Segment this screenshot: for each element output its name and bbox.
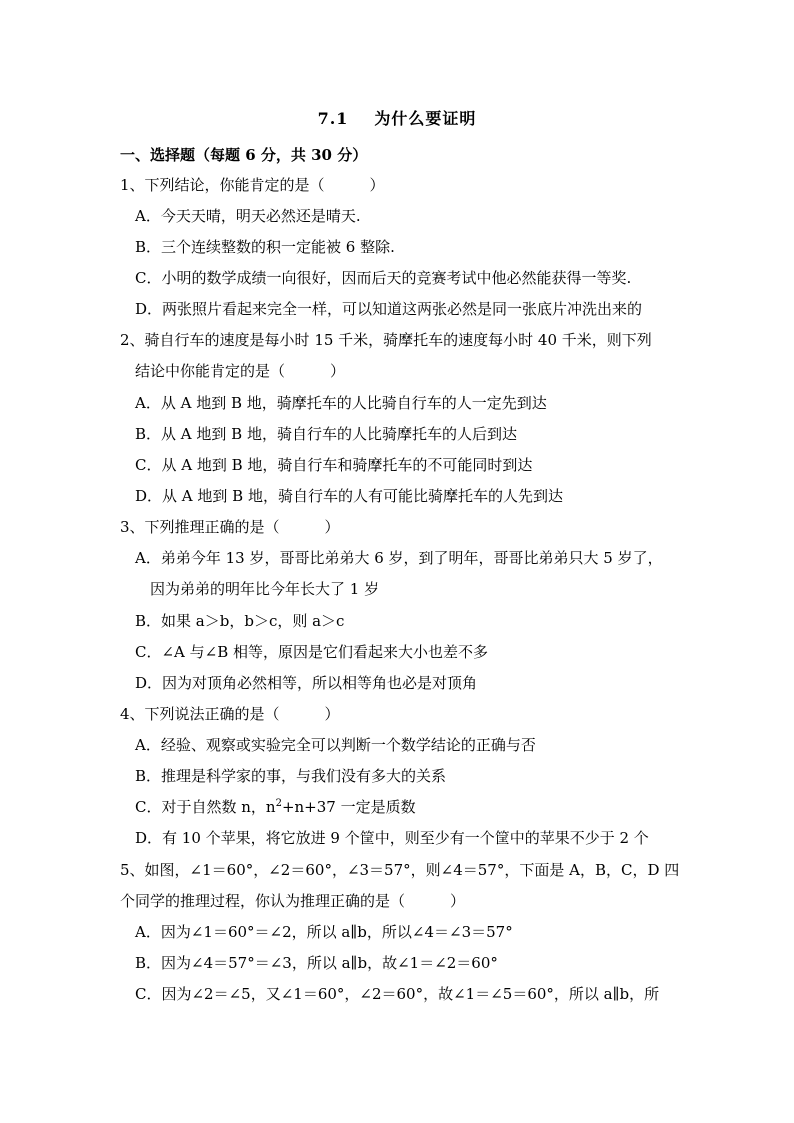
- q5-option-b: B．因为∠4＝57°＝∠3，所以 a∥b，故∠1＝∠2＝60°: [135, 954, 498, 972]
- q4-option-c-text: C．对于自然数 n，n: [135, 798, 276, 816]
- q4-option-c-exponent: 2: [275, 798, 282, 809]
- q1-option-a: A．今天天晴，明天必然还是晴天.: [135, 207, 361, 225]
- q5-option-c: C．因为∠2＝∠5，又∠1＝60°，∠2＝60°，故∠1＝∠5＝60°，所以 a∥b，所: [135, 985, 660, 1003]
- title-text: 为什么要证明: [374, 109, 477, 128]
- q2-option-c: C．从 A 地到 B 地，骑自行车和骑摩托车的不可能同时到达: [135, 456, 533, 474]
- section-heading: 一、选择题（每题 6 分，共 30 分）: [120, 146, 368, 164]
- q2-option-b: B．从 A 地到 B 地，骑自行车的人比骑摩托车的人后到达: [135, 425, 517, 443]
- q5-option-a: A．因为∠1＝60°＝∠2，所以 a∥b，所以∠4＝∠3＝57°: [135, 923, 513, 941]
- q1-option-c: C．小明的数学成绩一向很好，因而后天的竞赛考试中他必然能获得一等奖.: [135, 269, 632, 287]
- q4-option-b: B．推理是科学家的事，与我们没有多大的关系: [135, 767, 447, 785]
- q3-option-d: D．因为对顶角必然相等，所以相等角也必是对顶角: [135, 674, 478, 692]
- q5-stem-line2: 个同学的推理过程，你认为推理正确的是（ ）: [120, 892, 466, 910]
- q1-option-d: D．两张照片看起来完全一样，可以知道这两张必然是同一张底片冲洗出来的: [135, 300, 643, 318]
- q4-stem: 4、下列说法正确的是（ ）: [120, 705, 340, 723]
- q2-stem-line1: 2、骑自行车的速度是每小时 15 千米，骑摩托车的速度每小时 40 千米，则下列: [120, 331, 652, 349]
- q1-stem: 1、下列结论，你能肯定的是（ ）: [120, 176, 385, 194]
- title-number: 7.1: [317, 109, 349, 128]
- q4-option-d: D．有 10 个苹果，将它放进 9 个筐中，则至少有一个筐中的苹果不少于 2 个: [135, 829, 649, 847]
- q4-option-a: A．经验、观察或实验完全可以判断一个数学结论的正确与否: [135, 736, 536, 754]
- q2-option-d: D．从 A 地到 B 地，骑自行车的人有可能比骑摩托车的人先到达: [135, 487, 563, 505]
- q3-option-a-line2: 因为弟弟的明年比今年长大了 1 岁: [150, 580, 380, 598]
- q2-stem-line2: 结论中你能肯定的是（ ）: [135, 362, 346, 380]
- q2-option-a: A．从 A 地到 B 地，骑摩托车的人比骑自行车的人一定先到达: [135, 394, 547, 412]
- q3-stem: 3、下列推理正确的是（ ）: [120, 518, 340, 536]
- q3-option-b: B．如果 a＞b，b＞c，则 a＞c: [135, 612, 345, 630]
- q4-option-c: [135, 797, 416, 817]
- q1-option-b: B．三个连续整数的积一定能被 6 整除.: [135, 238, 395, 256]
- q3-option-c: C．∠A 与∠B 相等，原因是它们看起来大小也差不多: [135, 643, 489, 661]
- page-title: [0, 106, 794, 129]
- q3-option-a-line1: A．弟弟今年 13 岁，哥哥比弟弟大 6 岁，到了明年，哥哥比弟弟只大 5 岁了，: [135, 549, 663, 567]
- q5-stem-line1: 5、如图，∠1＝60°，∠2＝60°，∠3＝57°，则∠4＝57°，下面是 A，B，C，D 四: [120, 861, 680, 879]
- q4-option-c-text-rest: +n+37 一定是质数: [281, 798, 416, 816]
